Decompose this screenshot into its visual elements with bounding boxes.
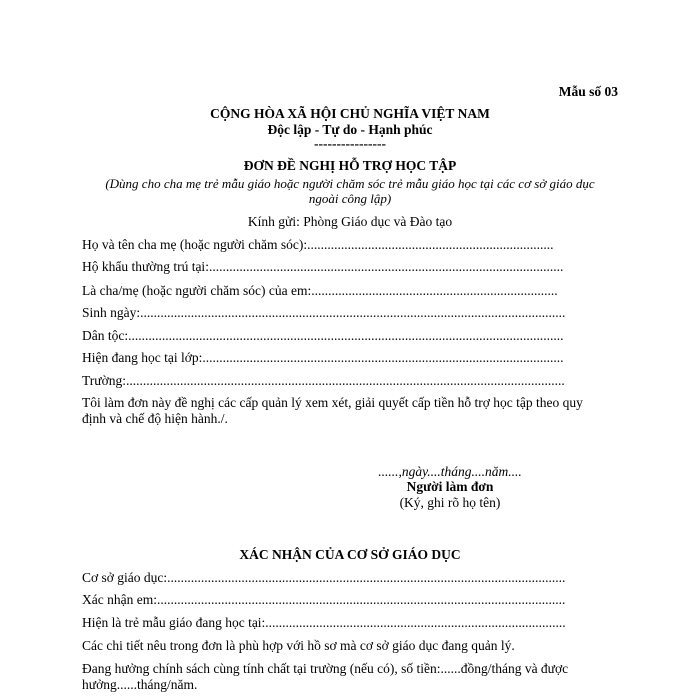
recipient: Kính gửi: Phòng Giáo dục và Đào tạo [247,214,453,229]
date-line: ......,ngày....tháng....năm.... [378,464,522,479]
confirmation-statement: Các chi tiết nêu trong đơn là phù hợp với hồ sơ mà cơ sở giáo dục đang quản lý. [82,638,515,653]
field-confirm-child: Xác nhận em:......................................................................................................................... [82,592,566,607]
form-title: ĐƠN ĐỀ NGHỊ HỖ TRỢ HỌC TẬP [243,158,457,173]
policy-line2: hưởng......tháng/năm. [82,677,198,692]
national-title: CỘNG HÒA XÃ HỘI CHỦ NGHĨA VIỆT NAM [210,106,490,121]
applicant-label: Người làm đơn [406,479,494,494]
field-birth-date: Sinh ngày:.............................................................................................................................. [82,305,566,320]
field-ethnicity: Dân tộc:................................................................................................................................. [82,328,564,343]
confirmation-title: XÁC NHẬN CỦA CƠ SỞ GIÁO DỤC [239,547,461,562]
field-residence: Hộ khẩu thường trú tại:......................................................................................................... [82,259,564,274]
field-current-school: Hiện là trẻ mẫu giáo đang học tại:......................................................................................... [82,615,566,630]
field-child-of: Là cha/mẹ (hoặc người chăm sóc) của em:......................................................................... [82,283,558,298]
form-subtitle-line1: (Dùng cho cha mẹ trẻ mẫu giáo hoặc người chăm sóc trẻ mẫu giáo học tại các cơ sở giáo dục [105,176,595,191]
field-school: Trường:.................................................................................................................................. [82,373,565,388]
policy-line1: Đang hưởng chính sách cùng tính chất tại trường (nếu có), số tiền:......đồng/tháng và được [82,661,569,676]
signature-note: (Ký, ghi rõ họ tên) [399,495,501,510]
motto: Độc lập - Tự do - Hạnh phúc [267,122,433,137]
field-institution: Cơ sở giáo dục:...................................................................................................................... [82,570,566,585]
form-subtitle-line2: ngoài công lập) [308,191,392,206]
request-line1: Tôi làm đơn này đề nghị các cấp quản lý xem xét, giải quyết cấp tiền hỗ trợ học tập theo quy [82,395,583,410]
separator: ---------------- [314,136,386,151]
request-line2: định và chế độ hiện hành./. [82,411,228,426]
field-class: Hiện đang học tại lớp:........................................................................................................... [82,350,564,365]
field-parent-name: Họ và tên cha mẹ (hoặc người chăm sóc):......................................................................... [82,237,554,252]
form-number: Mẫu số 03 [558,84,618,99]
